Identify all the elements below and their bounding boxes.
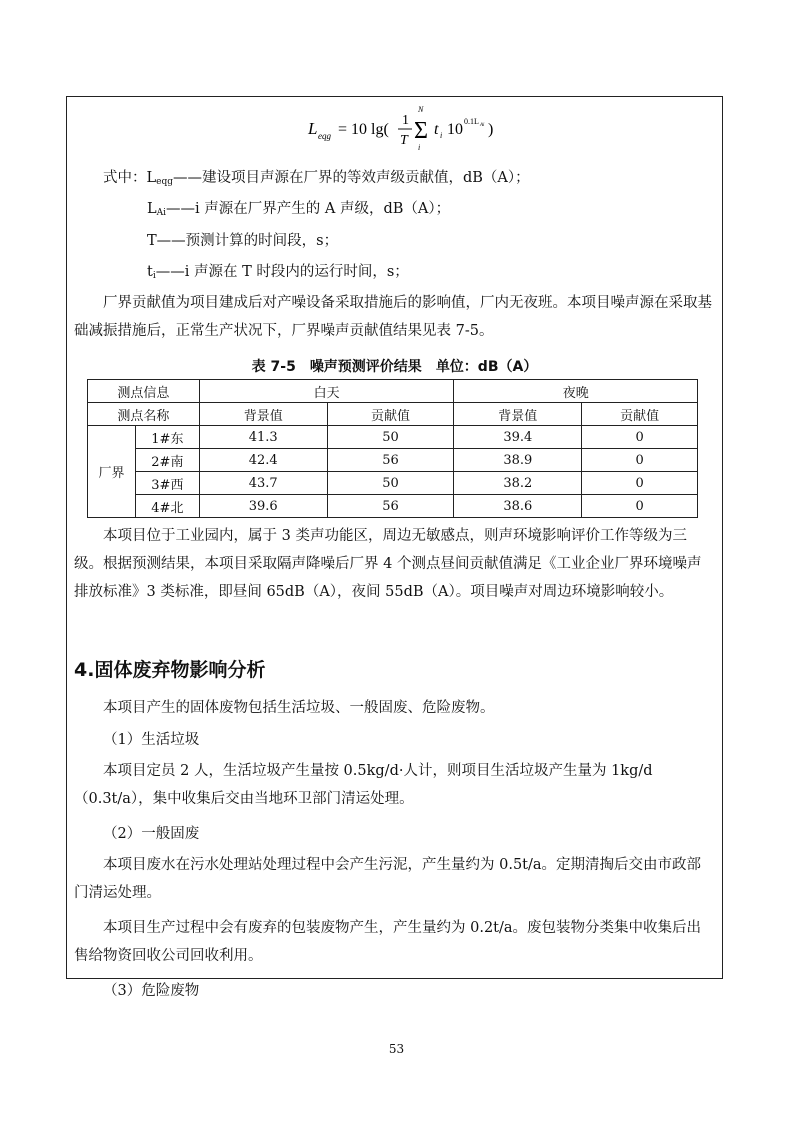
header-day-background: 背景值 (199, 403, 327, 426)
subheading-hazardous-waste: （3）危险废物 (103, 983, 200, 999)
cell-point-name: 3#西 (135, 472, 199, 495)
cell-point-name: 1#东 (135, 426, 199, 449)
formula-t: t (434, 121, 439, 138)
paragraph-noise-conclusion: 本项目位于工业园内，属于 3 类声功能区，周边无敏感点，则声环境影响评价工作等级为三级。根据预测结果，本项目采取隔声降噪后厂界 4 个测点昼间贡献值满足《工业企业厂界环境噪声排放标准》3 类标准，即昼间 65dB（A），夜间 55dB（A）。项目噪声对周边环境影响较小。 (74, 528, 702, 600)
definition-lai (147, 199, 450, 223)
cell-night-background: 39.4 (454, 426, 582, 449)
header-night-background: 背景值 (454, 403, 582, 426)
definition-ti (147, 262, 409, 286)
definition-leqg-text: ——建设项目声源在厂界的等效声级贡献值，dB（A）； (173, 170, 530, 186)
table-row (88, 426, 698, 449)
section-heading-solid-waste: 4.固体废弃物影响分析 (74, 659, 266, 681)
definition-ti-symbol: t (147, 264, 153, 280)
table-row (88, 449, 698, 472)
header-point-info: 测点信息 (88, 380, 200, 403)
cell-night-contribution: 0 (582, 495, 698, 518)
definition-lai-sub: Ai (156, 208, 167, 218)
definition-leqg (103, 168, 530, 192)
cell-day-background: 43.7 (199, 472, 327, 495)
cell-day-contribution: 56 (327, 449, 454, 472)
formula-sum-upper: N (418, 105, 424, 114)
subheading-general-waste: （2）一般固废 (103, 826, 200, 842)
table-caption-unit: 单位：dB（A） (435, 359, 538, 375)
cell-day-background: 41.3 (199, 426, 327, 449)
noise-prediction-table (87, 379, 698, 518)
table-header-row (88, 380, 698, 403)
table-row (88, 472, 698, 495)
definition-leqg-symbol: L (146, 170, 157, 186)
noise-formula (306, 104, 506, 152)
table-caption-id: 表 7-5 (251, 359, 296, 375)
paragraph-solid-waste-intro: 本项目产生的固体废物包括生活垃圾、一般固废、危险废物。 (103, 700, 495, 716)
paragraph-sludge: 本项目废水在污水处理站处理过程中会产生污泥，产生量约为 0.5t/a。定期清掏后交由市政部门清运处理。 (74, 857, 702, 901)
definition-t (147, 231, 338, 251)
header-point-name: 测点名称 (88, 403, 200, 426)
cell-point-name: 2#南 (135, 449, 199, 472)
formula-lhs-sub: eqg (318, 131, 331, 141)
paragraph-packaging-waste: 本项目生产过程中会有废弃的包装废物产生，产生量约为 0.2t/a。废包装物分类集中收集后出售给物资回收公司回收利用。 (74, 920, 702, 964)
paragraph-domestic-waste: 本项目定员 2 人，生活垃圾产生量按 0.5kg/d·人计，则项目生活垃圾产生量为 1kg/d（0.3t/a），集中收集后交由当地环卫部门清运处理。 (74, 763, 653, 807)
formula-close: ) (488, 121, 494, 138)
formula-eq: = 10 lg( (338, 121, 389, 138)
definition-ti-text: ——i 声源在 T 时段内的运行时间，s； (155, 264, 409, 280)
cell-night-contribution: 0 (582, 449, 698, 472)
cell-day-background: 42.4 (199, 449, 327, 472)
header-night-contribution: 贡献值 (582, 403, 698, 426)
header-night: 夜晚 (454, 380, 698, 403)
header-day: 白天 (199, 380, 454, 403)
formula-lhs: L (308, 119, 318, 138)
formula-exponent-sub: Ai (480, 123, 485, 128)
cell-night-contribution: 0 (582, 426, 698, 449)
cell-point-name: 4#北 (135, 495, 199, 518)
definition-t-text: T——预测计算的时间段，s； (147, 233, 339, 249)
definition-intro: 式中： (103, 170, 147, 186)
cell-day-contribution: 50 (327, 472, 454, 495)
cell-day-contribution: 56 (327, 495, 454, 518)
formula-frac-num: 1 (402, 113, 409, 128)
cell-day-background: 39.6 (199, 495, 327, 518)
group-boundary: 厂界 (88, 426, 136, 518)
table-caption-title: 噪声预测评价结果 (309, 359, 422, 375)
paragraph-boundary-contribution: 厂界贡献值为项目建成后对产噪设备采取措施后的影响值，厂内无夜班。本项目噪声源在采取基础减振措施后，正常生产状况下，厂界噪声贡献值结果见表 7-5。 (74, 295, 712, 339)
subheading-domestic-waste: （1）生活垃圾 (103, 732, 200, 748)
cell-night-background: 38.2 (454, 472, 582, 495)
formula-t-sub: i (440, 131, 443, 140)
cell-night-contribution: 0 (582, 472, 698, 495)
definition-lai-symbol: L (147, 201, 157, 217)
formula-exponent: 0.1L (464, 117, 479, 126)
cell-night-background: 38.9 (454, 449, 582, 472)
sigma-symbol: Σ (414, 118, 428, 144)
formula-ten: 10 (447, 121, 463, 138)
formula-sum-lower: i (418, 143, 421, 152)
header-day-contribution: 贡献值 (327, 403, 454, 426)
definition-lai-text: ——i 声源在厂界产生的 A 声级，dB（A）； (166, 201, 451, 217)
table-row (88, 495, 698, 518)
table-caption (66, 356, 723, 376)
definition-ti-sub: i (152, 271, 156, 281)
cell-day-contribution: 50 (327, 426, 454, 449)
cell-night-background: 38.6 (454, 495, 582, 518)
table-subheader-row (88, 403, 698, 426)
page-number: 53 (388, 1042, 405, 1056)
formula-frac-den: T (400, 133, 408, 148)
definition-leqg-sub: eqg (156, 177, 173, 187)
